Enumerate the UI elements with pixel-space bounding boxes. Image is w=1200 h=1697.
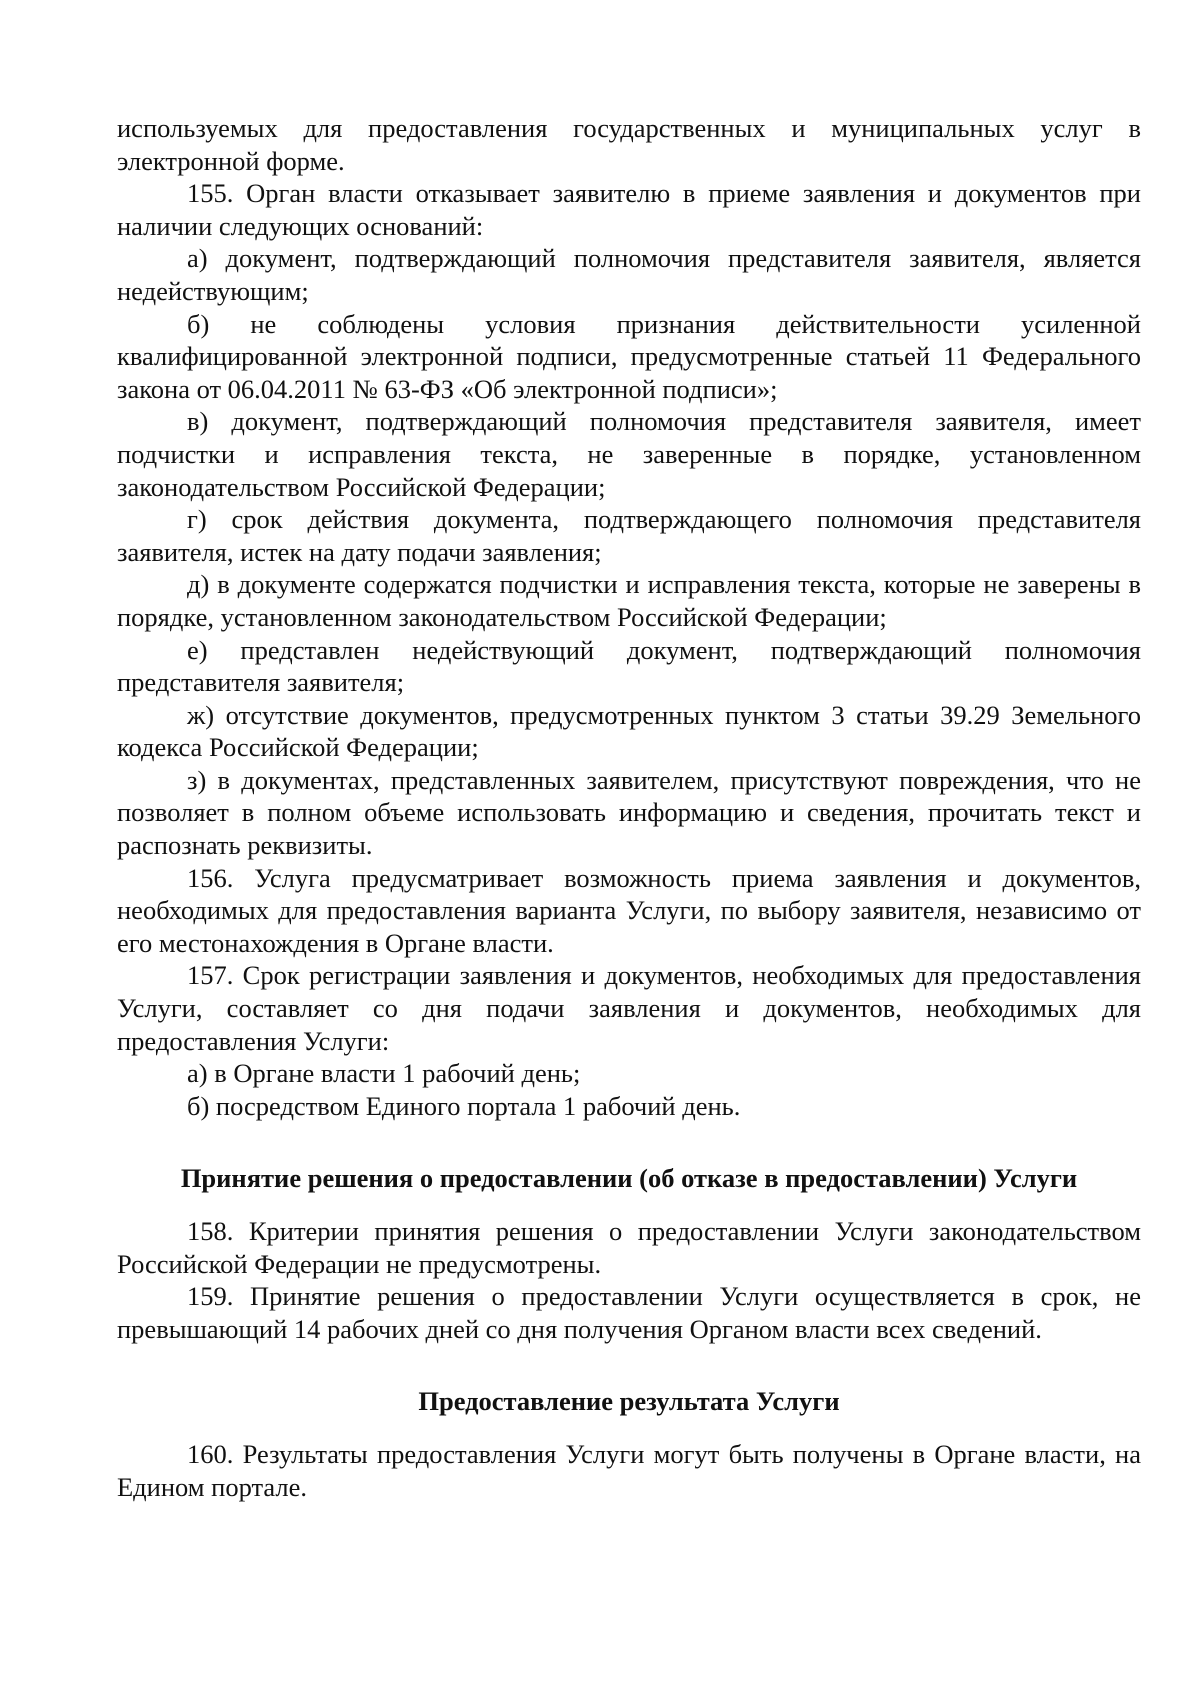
paragraph-157: 157. Срок регистрации заявления и документов, необходимых для предоставления Услуги, составляет со дня подачи заявления и документов, необходимых для предоставления Услуги: (117, 960, 1141, 1056)
list-item-b: б) не соблюдены условия признания действительности усиленной квалифицированной электронной подписи, предусмотренные статьей 11 Федерального закона от 06.04.2011 № 63-ФЗ «Об электронной подписи»; (117, 308, 1141, 404)
spacer (117, 1195, 1141, 1215)
spacer (117, 1418, 1141, 1438)
section-heading-decision: Принятие решения о предоставлении (об отказе в предоставлении) Услуги (180, 1163, 1078, 1194)
paragraph-156: 156. Услуга предусматривает возможность приема заявления и документов, необходимых для предоставления варианта Услуги, по выбору заявителя, независимо от его местонахождения в Органе власти. (117, 862, 1141, 958)
list-item-d: д) в документе содержатся подчистки и исправления текста, которые не заверены в порядке, установленном законодательством Российской Федерации; (117, 569, 1141, 632)
paragraph-159: 159. Принятие решения о предоставлении Услуги осуществляется в срок, не превышающий 14 рабочих дней со дня получения Органом власти всех сведений. (117, 1281, 1141, 1344)
document-page (117, 112, 1141, 1503)
list-item-157-a: а) в Органе власти 1 рабочий день; (187, 1058, 581, 1089)
list-item-a: а) документ, подтверждающий полномочия представителя заявителя, является недействующим; (117, 243, 1141, 306)
paragraph-intro: используемых для предоставления государственных и муниципальных услуг в электронной форме. (117, 113, 1141, 176)
paragraph-160: 160. Результаты предоставления Услуги могут быть получены в Органе власти, на Едином портале. (117, 1438, 1141, 1502)
list-item-g: г) срок действия документа, подтверждающего полномочия представителя заявителя, истек на дату подачи заявления; (117, 504, 1141, 567)
list-item-z: з) в документах, представленных заявителем, присутствуют повреждения, что не позволяет в полном объеме использовать информацию и сведения, прочитать текст и распознать реквизиты. (117, 764, 1141, 861)
list-item-e: е) представлен недействующий документ, подтверждающий полномочия представителя заявителя; (117, 634, 1141, 698)
list-item-v: в) документ, подтверждающий полномочия представителя заявителя, имеет подчистки и исправления текста, не заверенные в порядке, установленном законодательством Российской Федерации; (117, 406, 1141, 502)
paragraph-155: 155. Орган власти отказывает заявителю в приеме заявления и документов при наличии следующих оснований: (117, 178, 1141, 241)
list-item-157-b: б) посредством Единого портала 1 рабочий день. (187, 1090, 741, 1121)
spacer (117, 1122, 1141, 1162)
section-heading-result: Предоставление результата Услуги (418, 1386, 840, 1417)
spacer (117, 1345, 1141, 1385)
paragraph-158: 158. Критерии принятия решения о предоставлении Услуги законодательством Российской Федерации не предусмотрены. (117, 1216, 1141, 1279)
list-item-zh: ж) отсутствие документов, предусмотренных пунктом 3 статьи 39.29 Земельного кодекса Российской Федерации; (117, 699, 1141, 763)
